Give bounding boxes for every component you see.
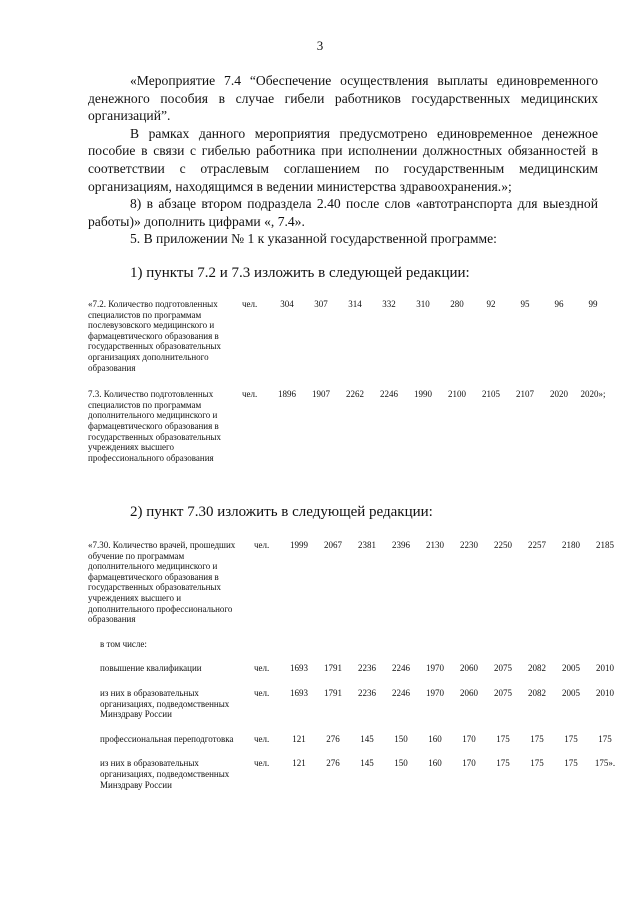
value-cell: 2060 [460,687,478,698]
value-cell: 2381 [358,540,376,550]
value-cell: 2020»; [580,389,606,400]
table-row [88,540,622,639]
row-label: из них в образовательных организациях, подведомственных Минздраву России [100,758,230,790]
row-unit: чел. [254,663,270,674]
value-cell: 2236 [358,687,376,698]
value-cell: 2067 [324,540,342,550]
value-cell: 2005 [562,687,580,698]
value-cell: 280 [450,299,464,309]
row-unit: чел. [254,540,270,550]
value-cell: 314 [348,299,362,309]
value-cell: 2130 [426,540,444,550]
subheading-including: в том числе: [100,638,147,649]
row-unit: чел. [254,733,270,744]
value-cell: 92 [486,299,496,309]
value-cell: 1999 [290,540,308,550]
value-cell: 2060 [460,663,478,674]
value-cell: 1970 [426,687,444,698]
value-cell: 2246 [392,663,410,674]
value-cell: 2005 [562,663,580,674]
value-cell: 96 [554,299,564,309]
row-label: профессиональная переподготовка [100,733,234,744]
row-label: повышение квалификации [100,663,202,674]
value-cell: 1693 [290,687,308,698]
value-cell: 150 [394,733,408,744]
indicators-table-7-2-7-3 [88,299,610,463]
paragraph-measure-description: В рамках данного мероприятия предусмотрено единовременное денежное пособие в связи с гибелью работника при исполнении должностных обязанностей в соответствии с отраслевым соглашением по государственным медицинским организациям, находящимся в ведении министерства здравоохранения.»; [88,125,598,194]
value-cell: 1791 [324,687,342,698]
table-row [88,389,610,463]
value-cell: 160 [428,758,442,769]
row-label: из них в образовательных организациях, подведомственных Минздраву России [100,687,230,720]
value-cell: 1907 [312,389,330,400]
value-cell: 2105 [482,389,500,400]
value-cell: 170 [462,733,476,744]
value-cell: 2100 [448,389,466,400]
value-cell: 2230 [460,540,478,550]
value-cell: 304 [280,299,294,309]
value-cell: 2082 [528,663,546,674]
row-label: 7.3. Количество подготовленных специалистов по программам дополнительного медицинского и фармацевтического образования в государственных образовательных учреждениях высшего профессионального образования [88,389,221,463]
value-cell: 145 [360,758,374,769]
value-cell: 2250 [494,540,512,550]
value-cell: 175 [496,758,510,769]
value-cell: 175 [530,733,544,744]
value-cell: 121 [292,733,306,744]
value-cell: 276 [326,758,340,769]
value-cell: 2082 [528,687,546,698]
value-cell: 175 [598,733,612,744]
value-cell: 2075 [494,663,512,674]
paragraph-appendix-1: 5. В приложении № 1 к указанной государственной программе: [130,231,497,247]
value-cell: 99 [588,299,598,309]
value-cell: 2180 [562,540,580,550]
indicators-table-7-30 [88,540,622,790]
value-cell: 2236 [358,663,376,674]
row-label: «7.2. Количество подготовленных специалистов по программам послевузовского медицинского и фармацевтического образования в государственных образовательных организациях дополнительного образования [88,299,221,373]
row-label: «7.30. Количество врачей, прошедших обучение по программам дополнительного медицинского и фармацевтического образования в государственных образовательных учреждениях высшего и дополнительного профессионального образования [88,540,236,625]
item-2-heading: 2) пункт 7.30 изложить в следующей редакции: [130,504,433,520]
value-cell: 2262 [346,389,364,400]
table-row [88,663,622,688]
value-cell: 2107 [516,389,534,400]
value-cell: 2396 [392,540,410,550]
value-cell: 310 [416,299,430,309]
paragraph-measure-7-4: «Мероприятие 7.4 “Обеспечение осуществления выплаты единовременного денежного пособия в случае гибели работников государственных медицинских организаций”. [88,73,598,124]
value-cell: 121 [292,758,306,769]
paragraph-amendment-8: 8) в абзаце втором подраздела 2.40 после слов «автотранспорта для выездной работы)» дополнить цифрами «, 7.4». [88,196,598,229]
value-cell: 145 [360,733,374,744]
body-text [88,72,598,248]
value-cell: 1791 [324,663,342,674]
value-cell: 175 [564,758,578,769]
row-unit: чел. [254,758,270,769]
value-cell: 2020 [550,389,568,400]
value-cell: 150 [394,758,408,769]
value-cell: 2257 [528,540,546,550]
value-cell: 175 [564,733,578,744]
value-cell: 175». [594,758,616,769]
value-cell: 2246 [380,389,398,400]
value-cell: 175 [496,733,510,744]
value-cell: 160 [428,733,442,744]
value-cell: 1896 [278,389,296,400]
row-unit: чел. [254,687,270,698]
value-cell: 276 [326,733,340,744]
row-unit: чел. [242,299,258,309]
value-cell: 1693 [290,663,308,674]
value-cell: 2075 [494,687,512,698]
table-row [88,734,622,759]
table-row [88,299,610,389]
value-cell: 2010 [596,687,614,698]
value-cell: 307 [314,299,328,309]
page-number: 3 [316,38,324,53]
item-1-heading: 1) пункты 7.2 и 7.3 изложить в следующей редакции: [130,265,470,281]
row-unit: чел. [242,389,258,400]
value-cell: 1990 [414,389,432,400]
value-cell: 170 [462,758,476,769]
value-cell: 95 [520,299,530,309]
table-row [88,758,622,790]
value-cell: 175 [530,758,544,769]
value-cell: 2246 [392,687,410,698]
table-subheading-row [88,639,622,664]
table-row [88,688,622,734]
value-cell: 332 [382,299,396,309]
value-cell: 2185 [596,540,614,550]
value-cell: 2010 [596,663,614,674]
value-cell: 1970 [426,663,444,674]
